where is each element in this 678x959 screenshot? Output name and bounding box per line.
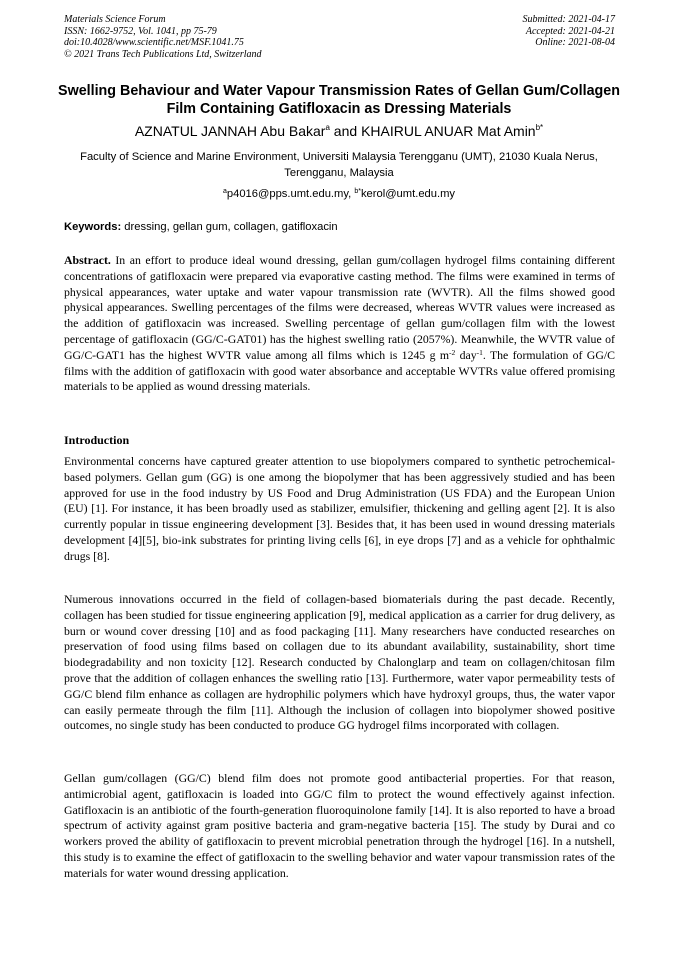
date-submitted: Submitted: 2021-04-17 xyxy=(522,14,615,25)
abstract xyxy=(64,253,615,395)
email-1: p4016@pps.umt.edu.my, xyxy=(226,188,355,200)
abstract-unit-sup-1: -2 xyxy=(449,347,456,357)
journal-doi: doi:10.4028/www.scientific.net/MSF.1041.75 xyxy=(64,37,244,48)
intro-paragraph-1: Environmental concerns have captured greater attention to use biopolymers compared to synthetic petrochemical-based polymers. Gellan gum (GG) is one among the biopolymer that has been aggressively studied and has been approved for use in the food industry by US Food and Drug Administration (US FDA) and the European Union (EU) [1]. For instance, it has been broadly used as stabilizer, emulsifier, thickening and gelling agent [2]. It is also currently popular in tissue engineering development [3]. Besides that, it has been used in wound dressing materials development [4][5], bio-ink substrates for printing living cells [6], in eye drops [7] and as a vehicle for ophthalmic drugs [8]. xyxy=(64,454,615,563)
journal-issn: ISSN: 1662-9752, Vol. 1041, pp 75-79 xyxy=(64,25,217,37)
introduction-heading: Introduction xyxy=(64,433,130,447)
keywords xyxy=(64,220,615,234)
author-conjunction: and xyxy=(329,123,362,139)
keywords-label: Keywords: xyxy=(64,221,122,233)
intro-paragraph-3: Gellan gum/collagen (GG/C) blend film does not promote good antibacterial properties. For that reason, antimicrobial agent, gatifloxacin is loaded into GG/C film to protect the wound effectively against infection. Gatifloxacin is an antibiotic of the fourth-generation fluoroquinolone family [14]. It is also reported to have a broad spectrum of activity against gram positive bacteria and gram-negative bacteria [15]. The study by Durai and co workers proved the ability of gatifloxacin to prevent microbial penetration through the hydrogel [16]. In a nutshell, this study is to examine the effect of gatifloxacin to the swelling behavior and water vapour transmission rates of the materials for water wound dressing application. xyxy=(64,771,615,880)
date-online: Online: 2021-08-04 xyxy=(535,37,615,48)
abstract-unit-sup-2: -1 xyxy=(476,347,483,357)
keywords-text: dressing, gellan gum, collagen, gatifloxacin xyxy=(121,221,338,233)
paper-title: Swelling Behaviour and Water Vapour Transmission Rates of Gellan Gum/Collagen Film Containing Gatifloxacin as Dressing Materials xyxy=(58,83,620,117)
journal-copyright: © 2021 Trans Tech Publications Ltd, Switzerland xyxy=(64,48,262,60)
email-1-mark: a xyxy=(222,188,227,195)
author-emails xyxy=(56,187,622,201)
journal-name: Materials Science Forum xyxy=(64,14,166,25)
author-1-affil-mark: a xyxy=(325,123,330,132)
author-list xyxy=(40,122,638,140)
email-2-mark: b* xyxy=(354,188,361,195)
author-2: KHAIRUL ANUAR Mat Amin xyxy=(361,123,536,139)
author-1: AZNATUL JANNAH Abu Bakar xyxy=(134,123,326,139)
date-accepted: Accepted: 2021-04-21 xyxy=(525,25,615,37)
journal-info xyxy=(64,14,262,60)
publication-dates xyxy=(523,14,616,49)
abstract-text-1: In an effort to produce ideal wound dressing, gellan gum/collagen hydrogel films containing different concentrations of gatifloxacin were prepared via evaporative casting method. The films were examined in terms of physical appearances, water uptake and water vapour transmission rate (WVTR). All the films showed good physical appearances. Swelling percentages of the films were decreased, whereas WVTR values were increased as the addition of gatifloxacin was increased. Swelling percentage of gellan gum/collagen film with the lowest percentage of gatifloxacin (GG/C-GAT01) has the highest swelling ratio (2057%). Meanwhile, the WVTR value of GG/C-GAT1 has the highest WVTR value among all films which is 1245 g m xyxy=(64,253,615,362)
abstract-text-2: day xyxy=(455,347,477,362)
abstract-label: Abstract. xyxy=(64,253,111,267)
intro-paragraph-2: Numerous innovations occurred in the field of collagen-based biomaterials during the past decade. Recently, collagen has been studied for tissue engineering application [9], medical application as a carrier for drug delivery, as burn or wound cover dressing [10] and as food packaging [11]. Many researchers have conducted researches on preservation of food using films based on collagen due to its abundant availability, sustainability, short time biodegradability and non toxicity [12]. Research conducted by Chalonglarp and team on collagen/chitosan film prove that the addition of collagen enhances the swelling ratio [13]. Furthermore, water vapor permeability tests of GG/C blend film enhance as collagen are hydrophilic polymers which have hydroxyl groups, thus, the water vapor can easily permeate through the film [11]. Although the inclusion of collagen into biopolymer showed positive outcomes, no single study has been conducted to produce GG hydrogel films incorporated with collagen. xyxy=(64,592,615,733)
abstract-text-3: . The formulation of GG/C films with the addition of gatifloxacin with good water absorbance and acceptable WVTRs value offered promising materials to be applied as wound dressing materials. xyxy=(64,347,615,394)
author-2-affil-mark: b* xyxy=(535,123,544,132)
email-2: kerol@umt.edu.my xyxy=(360,188,456,200)
affiliation: Faculty of Science and Marine Environment, Universiti Malaysia Terengganu (UMT), 21030 Kuala Nerus, Terengganu, Malaysia xyxy=(80,151,598,179)
